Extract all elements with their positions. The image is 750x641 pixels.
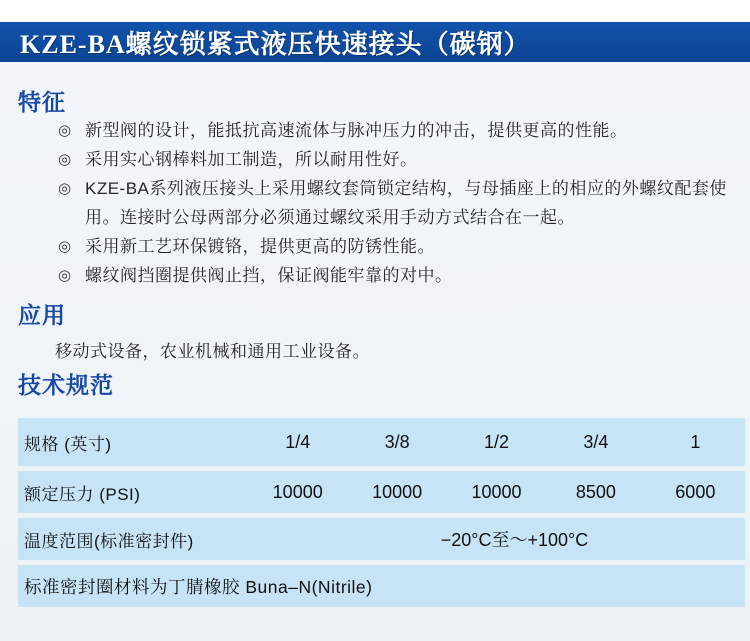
feature-text: 螺纹阀挡圈提供阀止挡，保证阀能牢靠的对中。 xyxy=(85,266,453,285)
table-row-pressure xyxy=(18,471,745,513)
size-value: 1 xyxy=(690,431,701,452)
bullseye-bullet-icon: ◎ xyxy=(58,238,72,255)
feature-text: 采用新工艺环保镀铬，提供更高的防锈性能。 xyxy=(85,237,435,256)
temperature-row-label: 温度范围(标准密封件) xyxy=(24,531,194,551)
pressure-value: 8500 xyxy=(575,481,616,502)
feature-text: KZE-BA系列液压接头上采用螺纹套筒锁定结构，与母插座上的相应的外螺纹配套使用。连接时公母两部分必须通过螺纹采用手动方式结合在一起。 xyxy=(85,179,727,227)
feature-item xyxy=(58,116,742,145)
features-heading: 特征 xyxy=(18,89,66,115)
table-row-size xyxy=(18,418,745,466)
feature-item xyxy=(58,145,742,174)
specs-heading: 技术规范 xyxy=(18,372,114,398)
seal-material-text: 标准密封圈材料为丁腈橡胶 Buna–N(Nitrile) xyxy=(24,576,373,597)
spec-table xyxy=(18,418,745,612)
feature-item xyxy=(58,261,742,290)
pressure-row-label: 额定压力 (PSI) xyxy=(24,484,141,504)
table-row-temperature xyxy=(18,518,745,560)
feature-text: 新型阀的设计，能抵抗高速流体与脉冲压力的冲击，提供更高的性能。 xyxy=(85,121,628,140)
size-value: 1/2 xyxy=(484,431,510,452)
title-bar xyxy=(0,22,750,62)
size-row-label: 规格 (英寸) xyxy=(24,434,112,454)
bullseye-bullet-icon: ◎ xyxy=(58,122,72,139)
page-top-margin xyxy=(0,0,750,22)
bullseye-bullet-icon: ◎ xyxy=(58,151,72,168)
table-row-seal-material xyxy=(18,565,745,607)
application-text: 移动式设备，农业机械和通用工业设备。 xyxy=(55,342,370,361)
feature-item xyxy=(58,174,742,232)
size-value: 3/8 xyxy=(384,431,410,452)
temperature-value: −20°C至～+100°C xyxy=(440,530,589,550)
pressure-value: 10000 xyxy=(272,481,323,502)
bullseye-bullet-icon: ◎ xyxy=(58,180,72,197)
feature-item xyxy=(58,232,742,261)
size-value: 1/4 xyxy=(285,431,311,452)
feature-text: 采用实心钢棒料加工制造，所以耐用性好。 xyxy=(85,150,418,169)
features-list xyxy=(58,116,742,290)
application-heading: 应用 xyxy=(18,302,66,328)
pressure-value: 6000 xyxy=(675,481,716,502)
bullseye-bullet-icon: ◎ xyxy=(58,267,72,284)
page-title: KZE-BA螺纹锁紧式液压快速接头（碳钢） xyxy=(20,29,531,59)
pressure-value: 10000 xyxy=(471,481,522,502)
pressure-value: 10000 xyxy=(372,481,423,502)
size-value: 3/4 xyxy=(583,431,609,452)
